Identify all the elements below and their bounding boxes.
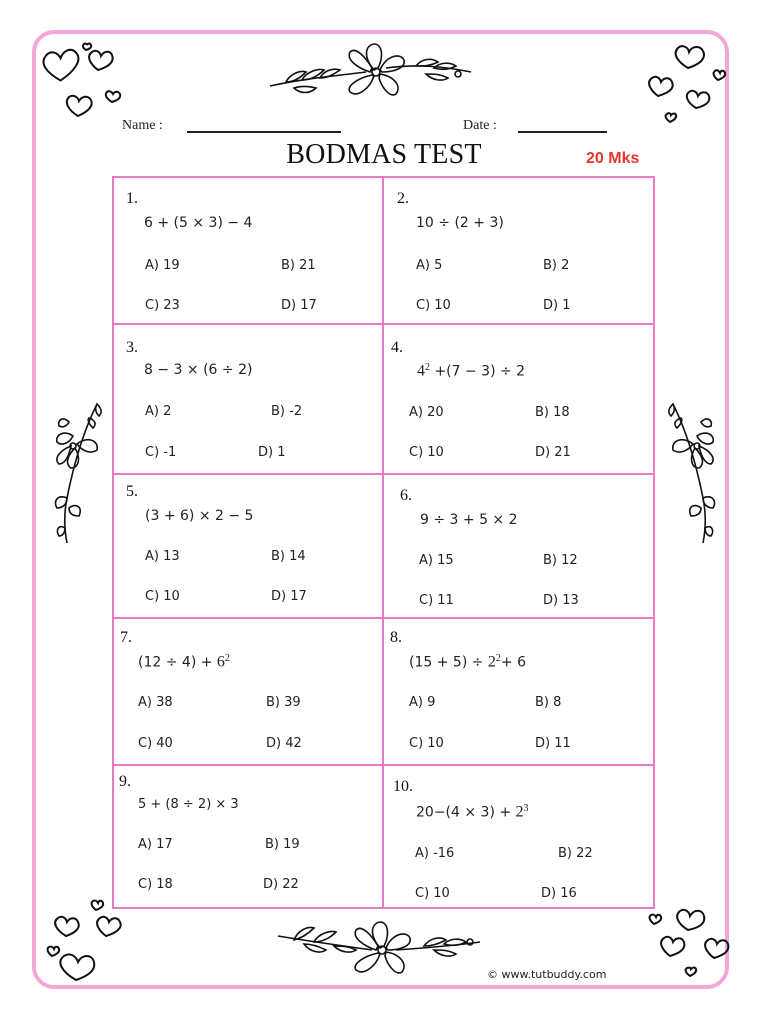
option-d[interactable]: D) 17 (271, 589, 307, 604)
name-label: Name : (122, 118, 163, 133)
question-expression: 6 + (5 × 3) − 4 (144, 215, 253, 231)
expression-prefix: (15 + 5) ÷ (409, 654, 488, 671)
marks-label: 20 Mks (586, 150, 640, 167)
question-cell-7 (114, 619, 384, 766)
option-b[interactable]: B) 14 (271, 549, 306, 564)
hearts-bottom-right-icon (640, 900, 732, 982)
floral-vine-left-icon (45, 398, 110, 548)
question-cell-3 (114, 325, 384, 475)
option-c[interactable]: C) 11 (419, 593, 454, 608)
question-cell-6 (384, 475, 653, 619)
question-cell-2 (384, 178, 653, 325)
option-c[interactable]: C) -1 (145, 445, 177, 460)
question-number: 8. (390, 629, 402, 646)
expression-rest: +(7 − 3) ÷ 2 (430, 363, 526, 380)
expression-rest: + 6 (500, 654, 527, 671)
question-cell-10 (384, 766, 653, 907)
option-a[interactable]: A) -16 (415, 846, 455, 861)
option-b[interactable]: B) 2 (543, 258, 570, 273)
option-c[interactable]: C) 40 (138, 736, 173, 751)
date-field[interactable] (518, 131, 607, 133)
floral-vine-right-icon (660, 398, 725, 548)
question-cell-1 (114, 178, 384, 325)
option-d[interactable]: D) 1 (543, 298, 571, 313)
option-d[interactable]: D) 21 (535, 445, 571, 460)
expression-exponent: 2 (425, 362, 430, 373)
expression-base: 2 (487, 653, 496, 671)
hearts-bottom-left-icon (40, 896, 130, 986)
option-a[interactable]: A) 19 (145, 258, 180, 273)
flower-top-icon (266, 38, 476, 108)
option-d[interactable]: D) 1 (258, 445, 286, 460)
option-b[interactable]: B) 21 (281, 258, 316, 273)
option-d[interactable]: D) 11 (535, 736, 571, 751)
question-number: 5. (126, 483, 138, 500)
option-b[interactable]: B) -2 (271, 404, 303, 419)
question-expression: 5 + (8 ÷ 2) × 3 (138, 797, 239, 812)
copyright-notice: © www.tutbuddy.com (487, 968, 607, 981)
option-c[interactable]: C) 18 (138, 877, 173, 892)
option-d[interactable]: D) 42 (266, 736, 302, 751)
option-c[interactable]: C) 10 (409, 736, 444, 751)
option-b[interactable]: B) 18 (535, 405, 570, 420)
option-a[interactable]: A) 9 (409, 695, 436, 710)
option-d[interactable]: D) 13 (543, 593, 579, 608)
question-number: 7. (120, 629, 132, 646)
expression-base: 4 (417, 362, 425, 380)
option-c[interactable]: C) 23 (145, 298, 180, 313)
option-a[interactable]: A) 5 (416, 258, 443, 273)
page-title: BODMAS TEST (286, 139, 482, 170)
option-a[interactable]: A) 17 (138, 837, 173, 852)
question-number: 9. (119, 773, 131, 790)
question-number: 10. (393, 778, 413, 795)
question-expression (416, 803, 529, 822)
option-c[interactable]: C) 10 (415, 886, 450, 901)
option-d[interactable]: D) 22 (263, 877, 299, 892)
option-a[interactable]: A) 38 (138, 695, 173, 710)
option-b[interactable]: B) 19 (265, 837, 300, 852)
option-b[interactable]: B) 22 (558, 846, 593, 861)
question-number: 3. (126, 339, 138, 356)
expression-exponent: 3 (523, 803, 529, 814)
question-number: 2. (397, 190, 409, 207)
question-expression: 10 ÷ (2 + 3) (416, 215, 504, 231)
question-expression (409, 653, 526, 672)
option-a[interactable]: A) 13 (145, 549, 180, 564)
hearts-top-left-icon (38, 40, 133, 120)
option-c[interactable]: C) 10 (409, 445, 444, 460)
name-field[interactable] (187, 131, 341, 133)
option-a[interactable]: A) 2 (145, 404, 172, 419)
option-c[interactable]: C) 10 (145, 589, 180, 604)
option-d[interactable]: D) 17 (281, 298, 317, 313)
option-c[interactable]: C) 10 (416, 298, 451, 313)
question-cell-4 (384, 325, 653, 475)
hearts-top-right-icon (640, 38, 730, 128)
question-cell-5 (114, 475, 384, 619)
question-grid (112, 176, 655, 909)
date-label: Date : (463, 118, 497, 133)
question-expression (138, 653, 230, 672)
option-a[interactable]: A) 15 (419, 553, 454, 568)
flower-bottom-icon (274, 912, 484, 984)
expression-base: 6 (216, 653, 225, 671)
expression-prefix: (12 ÷ 4) + (138, 654, 217, 671)
expression-exponent: 2 (224, 653, 230, 664)
option-d[interactable]: D) 16 (541, 886, 577, 901)
expression-exponent: 2 (495, 653, 501, 664)
question-expression: 8 − 3 × (6 ÷ 2) (144, 362, 253, 378)
question-number: 1. (126, 190, 138, 207)
expression-prefix: 20−(4 × 3) + (416, 804, 516, 821)
option-a[interactable]: A) 20 (409, 405, 444, 420)
question-number: 6. (400, 487, 412, 504)
question-cell-8 (384, 619, 653, 766)
question-cell-9 (114, 766, 384, 907)
option-b[interactable]: B) 8 (535, 695, 562, 710)
option-b[interactable]: B) 12 (543, 553, 578, 568)
question-expression (417, 362, 525, 381)
option-b[interactable]: B) 39 (266, 695, 301, 710)
question-expression: 9 ÷ 3 + 5 × 2 (420, 512, 518, 528)
question-number: 4. (391, 339, 403, 356)
expression-base: 2 (515, 803, 524, 821)
question-expression: (3 + 6) × 2 − 5 (145, 508, 254, 524)
